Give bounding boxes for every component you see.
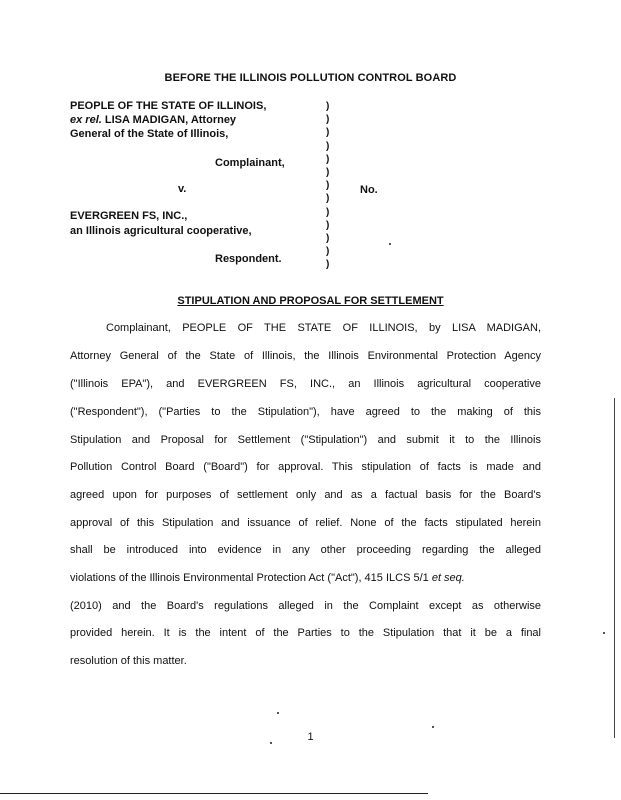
caption-paren: ) [326,193,330,205]
scan-speck [603,632,605,634]
ex-rel-text: ex rel. [70,114,102,126]
body-line: ("Illinois EPA"), and EVERGREEN FS, INC., an Illinois agricultural cooperative [70,378,541,390]
respondent-label: Respondent. [215,253,282,265]
plaintiff-relator-line [70,114,236,127]
caption-paren: ) [326,180,330,192]
relator-name-text: LISA MADIGAN, Attorney [101,114,237,126]
body-line: Complainant, PEOPLE OF THE STATE OF ILLINOIS, by LISA MADIGAN, [106,322,541,334]
caption-paren: ) [326,219,330,231]
caption-paren: ) [326,127,330,139]
plaintiff-office-line: General of the State of Illinois, [70,128,229,140]
case-number-label: No. [360,184,378,196]
body-line: shall be introduced into evidence in any other proceeding regarding the alleged [70,544,541,556]
plaintiff-name-line: PEOPLE OF THE STATE OF ILLINOIS, [70,100,267,112]
caption-paren: ) [326,153,330,165]
scan-speck [277,712,279,714]
versus-label: v. [178,183,187,195]
caption-paren: ) [326,259,330,271]
board-title: BEFORE THE ILLINOIS POLLUTION CONTROL BOARD [164,72,457,84]
caption-paren: ) [326,140,330,152]
footer-rule [0,793,428,794]
body-line: Attorney General of the State of Illinois, the Illinois Environmental Protection Agency [70,350,541,362]
scan-speck [432,726,434,728]
caption-paren: ) [326,246,330,258]
respondent-description-line: an Illinois agricultural cooperative, [70,225,252,237]
page-number: 1 [307,731,314,743]
section-title: STIPULATION AND PROPOSAL FOR SETTLEMENT [177,295,444,307]
body-line: Stipulation and Proposal for Settlement ("Stipulation") and submit it to the Illinois [70,434,541,446]
body-line: provided herein. It is the intent of the Parties to the Stipulation that it be a final [70,627,541,639]
scan-speck [270,742,272,744]
body-line: agreed upon for purposes of settlement only and as a factual basis for the Board's [70,489,541,501]
et-seq-text: et seq. [428,572,465,584]
body-line [70,572,541,585]
caption-paren-column [326,100,334,272]
body-line: approval of this Stipulation and issuance of relief. None of the facts stipulated herein [70,517,541,529]
body-line: resolution of this matter. [70,655,187,667]
caption-paren: ) [326,206,330,218]
caption-paren: ) [326,167,330,179]
body-line-text: violations of the Illinois Environmental Protection Act ("Act"), 415 ILCS 5/1 [70,572,429,584]
complainant-label: Complainant, [215,157,285,169]
body-line: (2010) and the Board's regulations alleged in the Complaint except as otherwise [70,600,541,612]
body-line: ("Respondent"), ("Parties to the Stipulation"), have agreed to the making of this [70,406,541,418]
scan-margin-mark [614,398,615,738]
caption-paren: ) [326,101,330,112]
scan-speck [389,243,391,245]
body-line: Pollution Control Board ("Board") for approval. This stipulation of facts is made and [70,461,541,473]
respondent-name-line: EVERGREEN FS, INC., [70,210,188,222]
caption-paren: ) [326,114,330,126]
caption-paren: ) [326,233,330,245]
